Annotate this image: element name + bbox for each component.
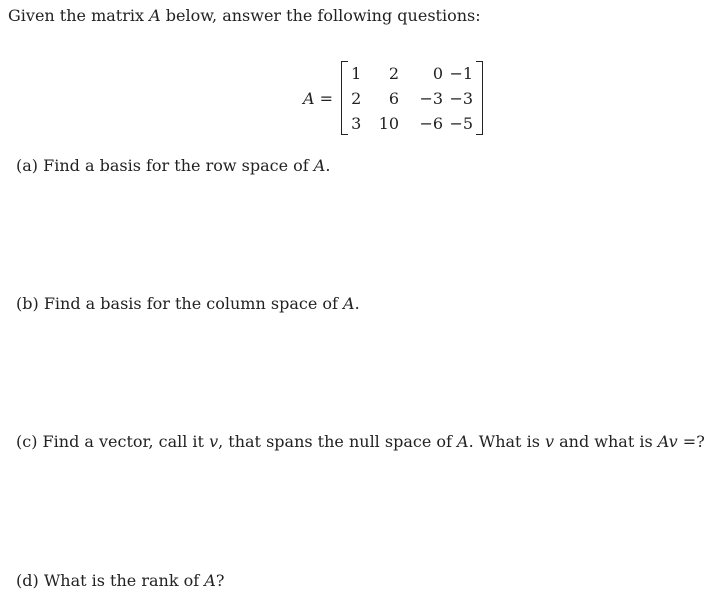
matrix-left-bracket — [341, 61, 348, 135]
intro-post: below, answer the following questions: — [160, 6, 481, 25]
question-c-a1: A — [457, 432, 469, 451]
question-a-end: . — [325, 156, 331, 175]
question-a-var: A — [313, 156, 326, 175]
matrix-cell: 0 — [432, 63, 444, 83]
matrix-cell: −5 — [449, 113, 474, 133]
matrix-cell: 2 — [351, 88, 362, 108]
question-d-var: A — [204, 571, 216, 590]
question-c-label: (c) — [16, 432, 38, 451]
question-d-label: (d) — [16, 571, 39, 590]
matrix-lhs — [303, 89, 333, 108]
question-c-text2: , that spans the null space of — [218, 432, 458, 451]
matrix-cell: −6 — [419, 113, 444, 133]
question-a-text: Find a basis for the row space of — [38, 156, 314, 175]
matrix — [341, 60, 483, 136]
question-c-text4: and what is — [554, 432, 658, 451]
matrix-name: A — [303, 88, 315, 108]
question-b-text: Find a basis for the column space of — [38, 294, 344, 313]
question-c-text1: Find a vector, call it — [37, 432, 210, 451]
intro-text — [8, 6, 481, 25]
matrix-right-bracket — [476, 61, 483, 135]
question-c-v1: v — [209, 432, 219, 451]
question-c-v2: v — [544, 432, 555, 451]
question-c — [16, 432, 705, 451]
question-b-var: A — [343, 294, 355, 313]
matrix-cell: 6 — [388, 88, 400, 108]
question-b-end: . — [354, 294, 360, 313]
question-a — [16, 156, 330, 175]
matrix-cell: 1 — [351, 63, 362, 83]
matrix-equals: = — [314, 88, 334, 108]
question-a-label: (a) — [16, 156, 39, 175]
matrix-cell: 3 — [351, 113, 362, 133]
intro-matrix-var: A — [149, 6, 161, 25]
question-b — [16, 294, 360, 313]
question-b-label: (b) — [16, 294, 39, 313]
intro-pre: Given the matrix — [8, 6, 150, 25]
question-c-text5: =? — [677, 432, 705, 451]
matrix-cell: 10 — [378, 113, 400, 133]
matrix-cell: 2 — [388, 63, 400, 83]
question-c-text3: . What is — [468, 432, 545, 451]
matrix-cell: −1 — [449, 63, 474, 83]
matrix-equation — [303, 60, 483, 136]
question-d-text: What is the rank of — [38, 571, 205, 590]
matrix-cell: −3 — [449, 88, 474, 108]
question-d-end: ? — [215, 571, 225, 590]
question-c-av: Av — [657, 432, 678, 451]
matrix-cell: −3 — [419, 88, 444, 108]
question-d — [16, 571, 224, 590]
matrix-grid — [349, 61, 475, 136]
